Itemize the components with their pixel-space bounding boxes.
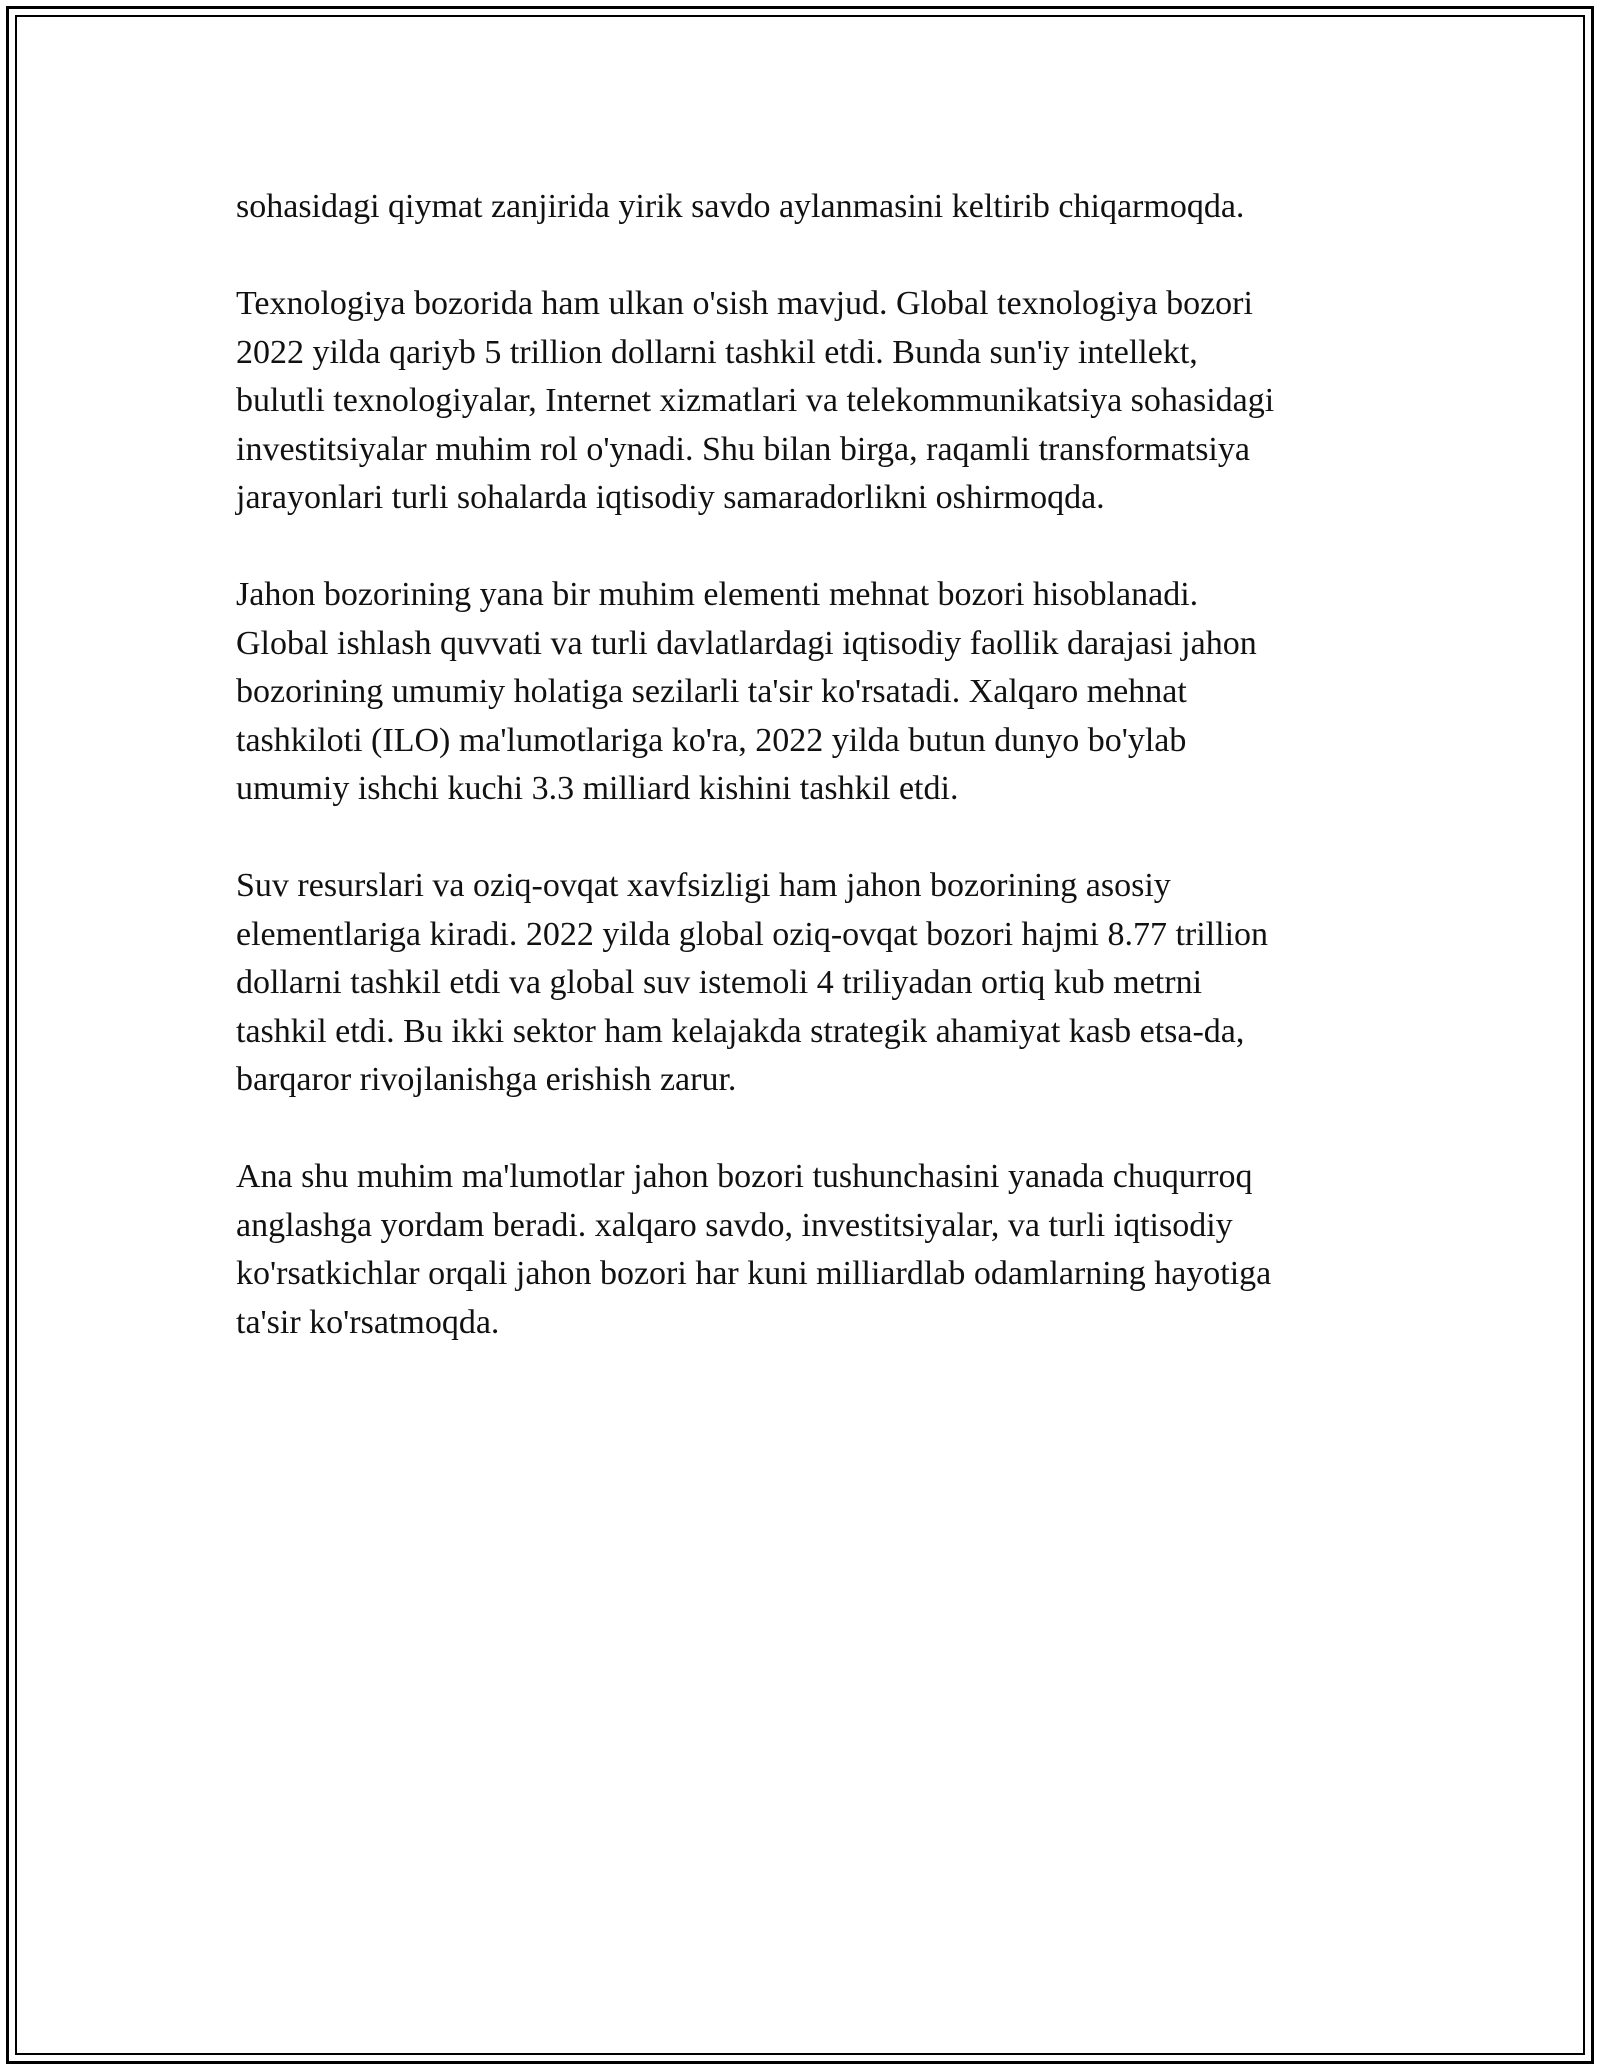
paragraph-value-chain: sohasidagi qiymat zanjirida yirik savdo aylanmasini keltirib chiqarmoqda. (236, 188, 1245, 225)
paragraph-labor-market: Jahon bozorining yana bir muhim elementi mehnat bozori hisoblanadi. Global ishlash quvvati va turli davlatlardagi iqtisodiy faollik darajasi jahon bozorining umumiy holatiga sezilarli ta'sir ko'rsatadi. Xalqaro mehnat tashkiloti (ILO) ma'lumotlariga ko'ra, 2022 yilda butun dunyo bo'ylab umumiy ishchi kuchi 3.3 milliard kishini tashkil etdi. (236, 576, 1257, 807)
document-body (236, 183, 1376, 1396)
paragraph-water-food-security: Suv resurslari va oziq-ovqat xavfsizligi ham jahon bozorining asosiy elementlariga kiradi. 2022 yilda global oziq-ovqat bozori hajmi 8.77 trillion dollarni tashkil etdi va global suv istemoli 4 triliyadan ortiq kub metrni tashkil etdi. Bu ikki sektor ham kelajakda strategik ahamiyat kasb etsa-da, barqaror rivojlanishga erishish zarur. (236, 867, 1269, 1098)
paragraph-conclusion: Ana shu muhim ma'lumotlar jahon bozori tushunchasini yanada chuqurroq anglashga yordam beradi. xalqaro savdo, investitsiyalar, va turli iqtisodiy ko'rsatkichlar orqali jahon bozori har kuni milliardlab odamlarning hayotiga ta'sir ko'rsatmoqda. (236, 1158, 1272, 1341)
paragraph-technology-market: Texnologiya bozorida ham ulkan o'sish mavjud. Global texnologiya bozori 2022 yilda qariyb 5 trillion dollarni tashkil etdi. Bunda sun'iy intellekt, bulutli texnologiyalar, Internet xizmatlari va telekommunikatsiya sohasidagi investitsiyalar muhim rol o'ynadi. Shu bilan birga, raqamli transformatsiya jarayonlari turli sohalarda iqtisodiy samaradorlikni oshirmoqda. (236, 285, 1275, 516)
